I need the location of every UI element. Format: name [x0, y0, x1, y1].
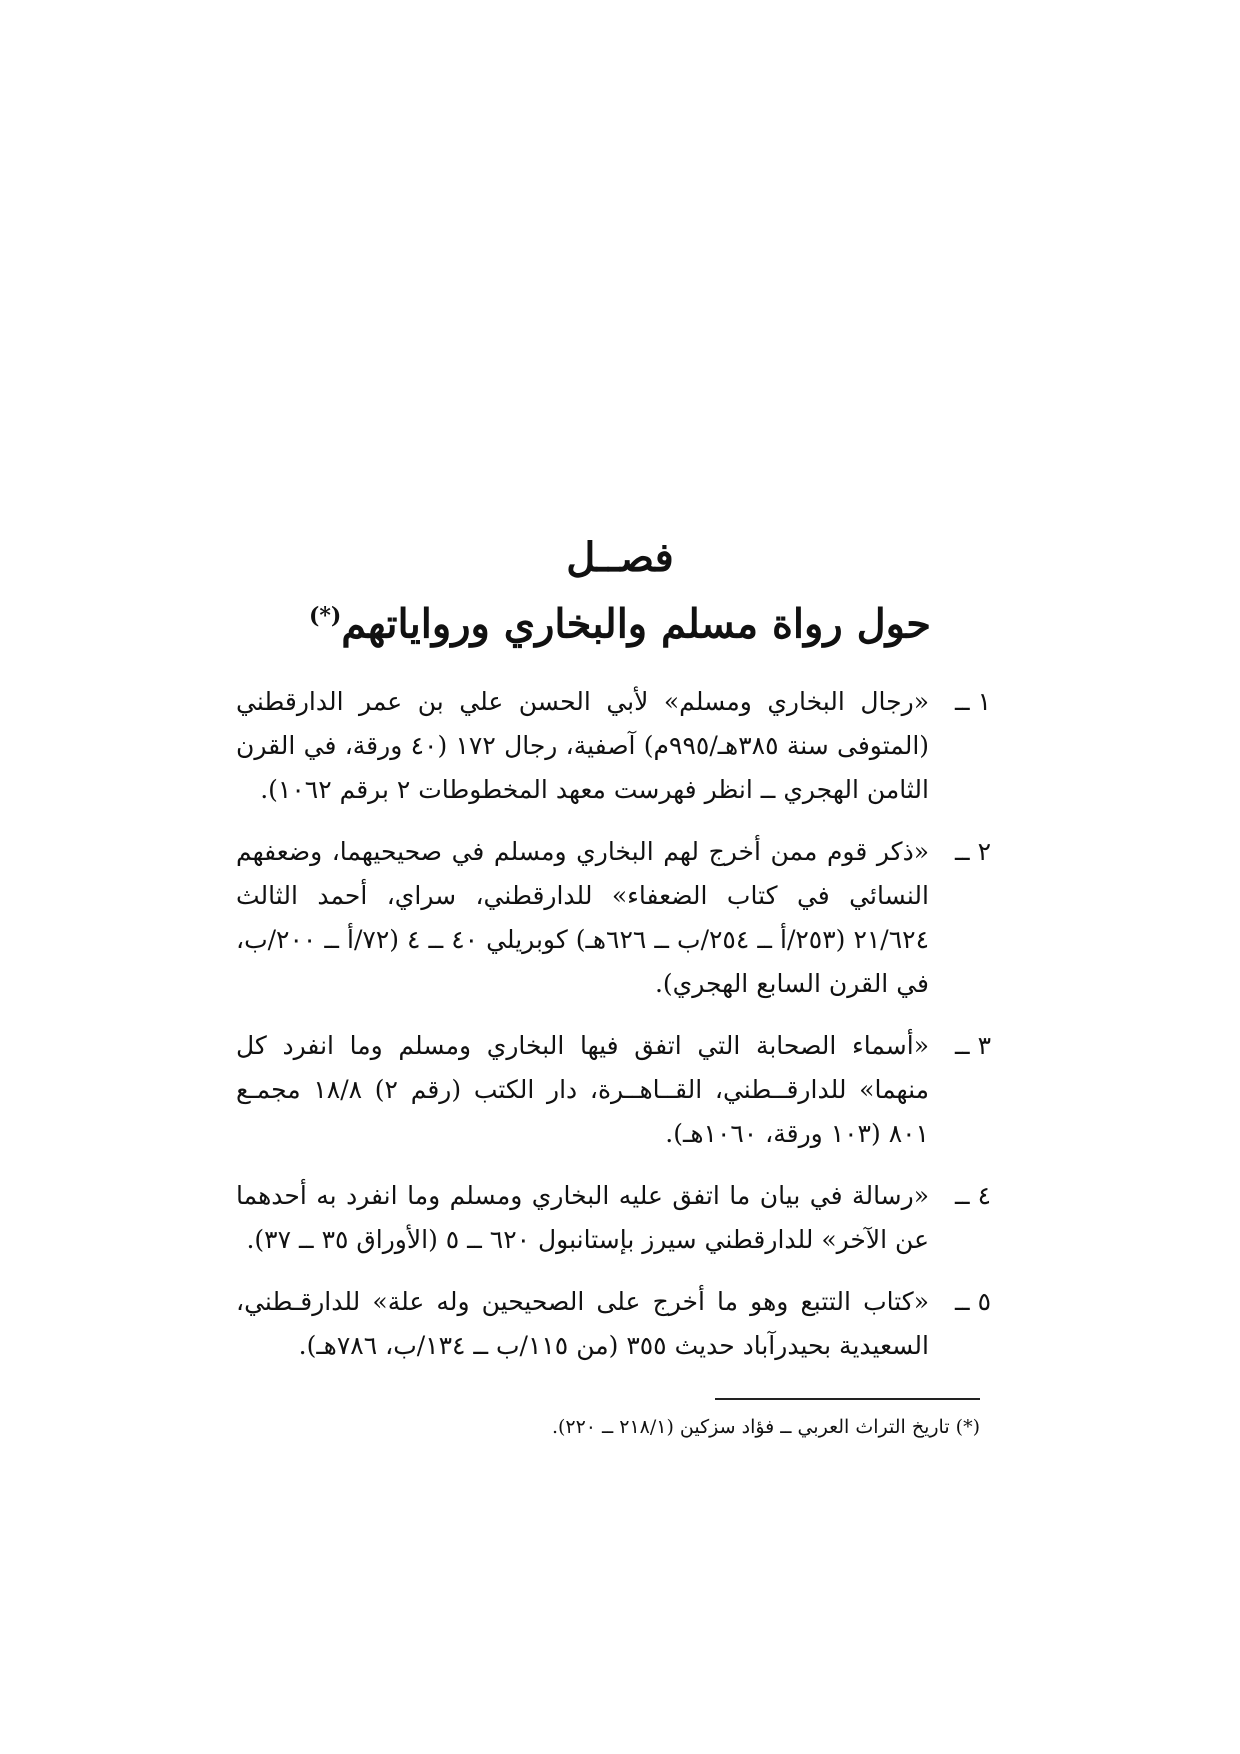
- chapter-heading: [300, 530, 940, 654]
- list-item-number: ٥ ــ: [954, 1287, 991, 1316]
- list-item-number: ٢ ــ: [954, 837, 991, 866]
- manuscript-list: [236, 680, 991, 1386]
- list-item-text: «كتاب التتبع وهو ما أخرج على الصحيحين وله علة» للدارقـطني، السعيدية بحيدرآباد حديث ٣٥٥ (من ١١٥/ب ــ ١٣٤/ب، ٧٨٦هـ).: [236, 1287, 929, 1360]
- chapter-subtitle: [300, 586, 940, 654]
- list-item: [236, 1024, 991, 1156]
- list-item: [236, 1280, 991, 1368]
- chapter-subtitle-text: حول رواة مسلم والبخاري ورواياتهم: [341, 600, 932, 648]
- list-item: [236, 1174, 991, 1262]
- list-item: [236, 680, 991, 812]
- list-item-number: ١ ــ: [954, 687, 991, 716]
- list-item-text: «رجال البخاري ومسلم» لأبي الحسن علي بن عمر الدارقطني (المتوفى سنة ٣٨٥هـ/٩٩٥م) آصفية، رجال ١٧٢ (٤٠ ورقة، في القرن الثامن الهجري ــ انظر فهرست معهد المخطوطات ٢ برقم ١٠٦٢).: [236, 687, 930, 804]
- footnote-divider: [715, 1398, 980, 1400]
- footnote-marker: (*): [308, 603, 342, 629]
- list-item: [236, 830, 991, 1006]
- list-item-text: «رسالة في بيان ما اتفق عليه البخاري ومسلم وما انفرد به أحدهما عن الآخر» للدارقطني سيرز بإستانبول ٦٢٠ ــ ٥ (الأوراق ٣٥ ــ ٣٧).: [236, 1181, 929, 1254]
- list-item-text: «ذكر قوم ممن أخرج لهم البخاري ومسلم في صحيحيهما، وضعفهم النسائي في كتاب الضعفاء» للدارقطني، سراي، أحمد الثالث ٢١/٦٢٤ (٢٥٣/أ ــ ٢٥٤/ب ــ ٦٢٦هـ) كوبريلي ٤٠ ــ ٤ (٧٢/أ ــ ٢٠٠/ب، في القرن السابع الهجري).: [236, 837, 930, 998]
- list-item-text: «أسماء الصحابة التي اتفق فيها البخاري ومسلم وما انفرد كل منهما» للدارقــطني، القــاهــرة، دار الكتب (رقم ٢) ١٨/٨ مجمـع ٨٠١ (١٠٣ ورقة، ١٠٦٠هـ).: [236, 1031, 930, 1148]
- list-item-number: ٤ ــ: [954, 1181, 991, 1210]
- list-item-number: ٣ ــ: [954, 1031, 991, 1060]
- footnote: (*) تاريخ التراث العربي ــ فؤاد سزكين (٢١٨/١ ــ ٢٢٠).: [551, 1416, 980, 1438]
- chapter-title: فصــل: [566, 534, 674, 581]
